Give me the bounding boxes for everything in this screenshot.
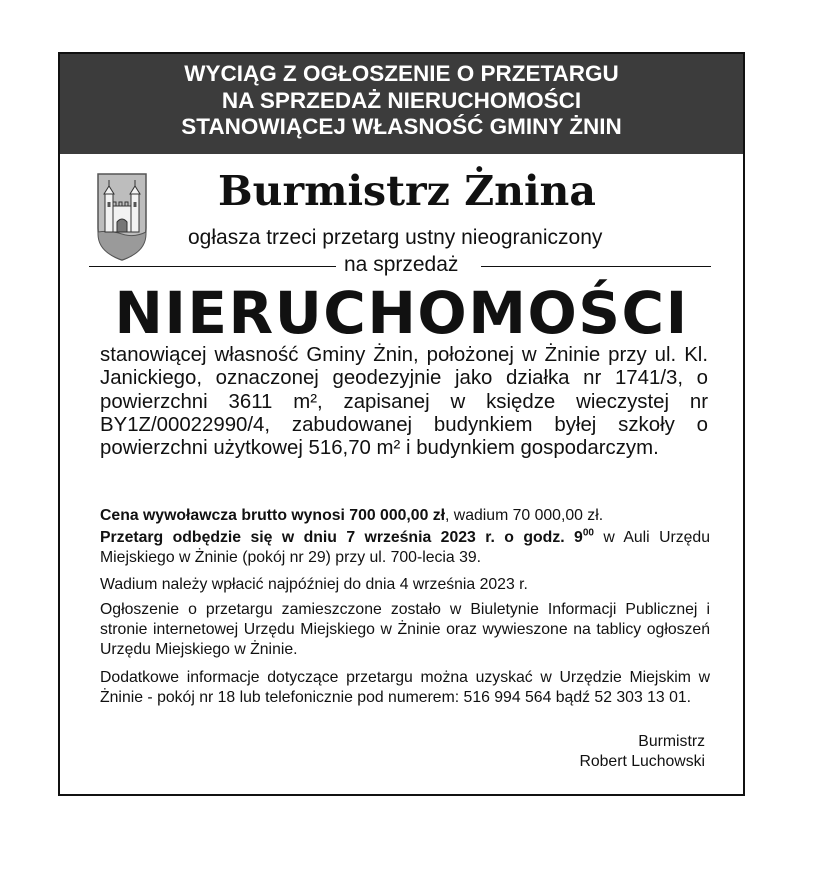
- title-mayor: Burmistrz Żnina: [218, 167, 596, 215]
- auction-paragraph: [100, 528, 710, 568]
- headline-property: NIERUCHOMOŚCI: [114, 279, 689, 347]
- signature-role: Burmistrz: [638, 733, 705, 750]
- header-line-3: STANOWIĄCEJ WŁASNOŚĆ GMINY ŻNIN: [181, 114, 622, 139]
- header-line-2: NA SPRZEDAŻ NIERUCHOMOŚCI: [221, 87, 582, 113]
- divider-left: [89, 266, 336, 267]
- sale-text: na sprzedaż: [344, 253, 459, 276]
- price-paragraph: [100, 506, 710, 526]
- signature-name: Robert Luchowski: [579, 753, 705, 770]
- signature-block: [579, 732, 705, 772]
- announce-text: ogłasza trzeci przetarg ustny nieograniczony: [188, 226, 603, 249]
- announcement-frame: [58, 52, 745, 796]
- price-rest: , wadium 70 000,00 zł.: [445, 507, 604, 524]
- divider-right: [481, 266, 711, 267]
- auction-rest: w Auli Urzędu Miejskiego w Żninie (pokój nr 29) przy ul. 700-lecia 39.: [100, 529, 711, 566]
- price-bold: Cena wywoławcza brutto wynosi 700 000,00 zł: [100, 507, 446, 524]
- deposit-paragraph: Wadium należy wpłacić najpóźniej do dnia 4 września 2023 r.: [100, 576, 528, 593]
- header-line-1: WYCIĄG Z OGŁOSZENIE O PRZETARGU: [184, 61, 619, 86]
- coat-of-arms-icon: [96, 172, 148, 262]
- property-description: stanowiącej własność Gminy Żnin, położonej w Żninie przy ul. Kl. Janickiego, oznaczonej geodezyjnie jako działka nr 1741/3, o powierzchni 3611 m², zapisanej w księdze wieczystej nr BY1Z/00022990/4, zabudowanej budynkiem byłej szkoły o powierzchni użytkowej 516,70 m² i budynkiem gospodarczym.: [100, 344, 708, 460]
- header-banner: [60, 54, 743, 154]
- info-paragraph: Dodatkowe informacje dotyczące przetargu można uzyskać w Urzędzie Miejskim w Żninie - pokój nr 18 lub telefonicznie pod numerem: 516 994 564 bądź 52 303 13 01.: [100, 669, 710, 706]
- auction-time-sup: 00: [582, 527, 594, 539]
- auction-bold: Przetarg odbędzie się w dniu 7 września 2023 r. o godz. 9: [100, 529, 583, 546]
- sale-row: [89, 253, 711, 279]
- notice-paragraph: Ogłoszenie o przetargu zamieszczone zostało w Biuletynie Informacji Publicznej i stronie internetowej Urzędu Miejskiego w Żninie oraz wywieszone na tablicy ogłoszeń Urzędu Miejskiego w Żninie.: [100, 601, 710, 658]
